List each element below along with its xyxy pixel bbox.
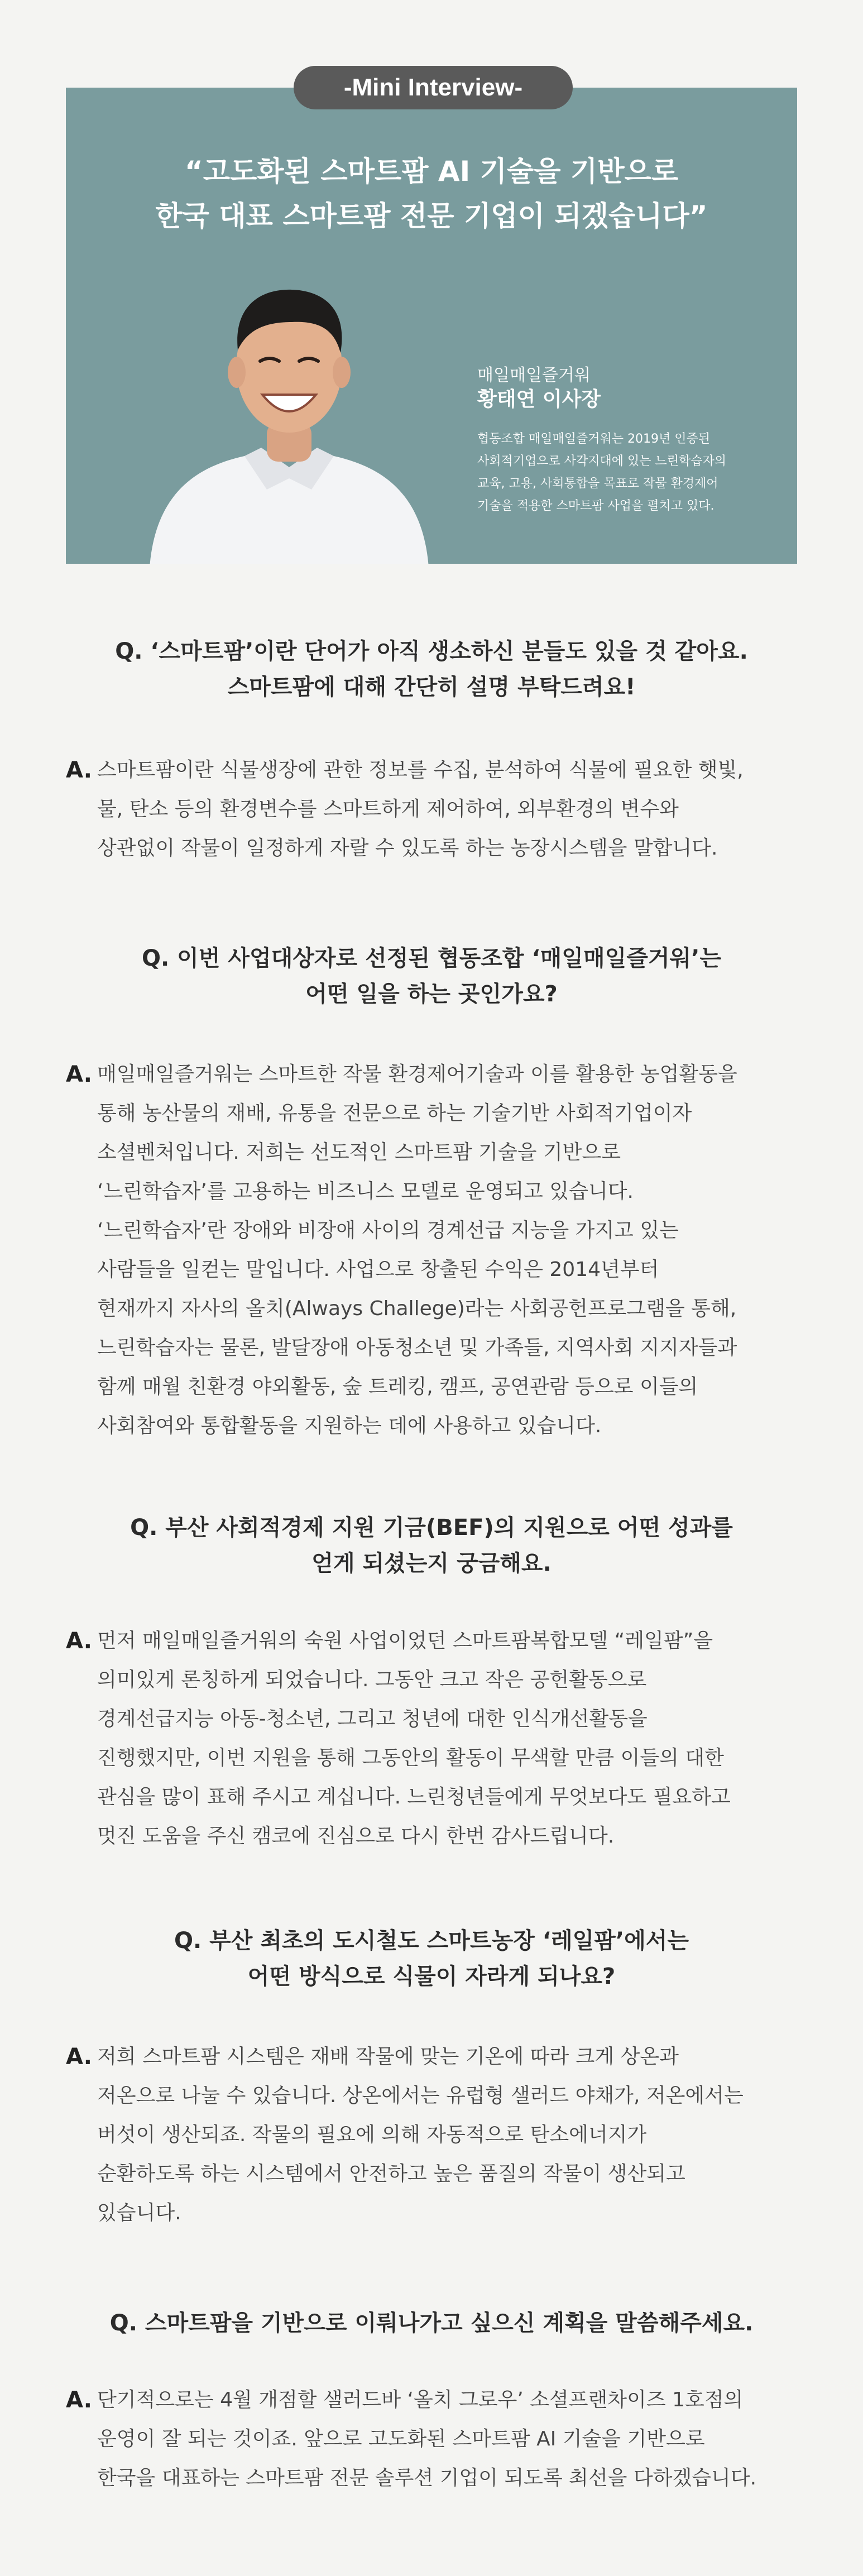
answer-line: 스마트팜이란 식물생장에 관한 정보를 수집, 분석하여 식물에 필요한 햇빛, <box>97 759 744 781</box>
answer-line: 관심을 많이 표해 주시고 계십니다. 느린청년들에게 무엇보다도 필요하고 <box>97 1786 731 1809</box>
answer-mark: A. <box>66 2044 92 2070</box>
question-line: Q. 부산 최초의 도시철도 스마트농장 ‘레일팜’에서는 <box>174 1928 689 1954</box>
question-1 <box>0 634 863 705</box>
description-line: 교육, 고용, 사회통합을 목표로 작물 환경제어 <box>477 477 718 491</box>
description-line: 기술을 적용한 스마트팜 사업을 펼치고 있다. <box>477 499 715 513</box>
answer-line: 경계선급지능 아동-청소년, 그리고 청년에 대한 인식개선활동을 <box>97 1707 648 1730</box>
interviewee-description <box>477 428 790 517</box>
answer-mark: A. <box>66 757 92 783</box>
answer-line: 느린학습자는 물론, 발달장애 아동청소년 및 가족들, 지역사회 지지자들과 <box>97 1336 737 1359</box>
answer-line: 물, 탄소 등의 환경변수를 스마트하게 제어하여, 외부환경의 변수와 <box>97 798 679 821</box>
answer-line: 통해 농산물의 재배, 유통을 전문으로 하는 기술기반 사회적기업이자 <box>97 1102 692 1125</box>
answer-mark: A. <box>66 1628 92 1654</box>
answer-line: ‘느린학습자’를 고용하는 비즈니스 모델로 운영되고 있습니다. <box>97 1180 634 1203</box>
answer-line: 현재까지 자사의 올치(Always Challege)라는 사회공헌프로그램을 통해, <box>97 1297 737 1320</box>
answer-line: 소셜벤처입니다. 저희는 선도적인 스마트팜 기술을 기반으로 <box>97 1141 621 1164</box>
question-line: 스마트팜에 대해 간단히 설명 부탁드려요! <box>227 674 636 700</box>
answer-line: 있습니다. <box>97 2201 181 2224</box>
question-2 <box>0 941 863 1012</box>
hero-quote <box>66 149 797 238</box>
interviewee-organization: 매일매일즐거워 <box>477 366 591 385</box>
answer-mark: A. <box>66 1062 92 1087</box>
answer-line: 저희 스마트팜 시스템은 재배 작물에 맞는 기온에 따라 크게 상온과 <box>97 2045 679 2068</box>
question-line: 어떤 방식으로 식물이 자라게 되나요? <box>247 1964 616 1989</box>
answer-line: 진행했지만, 이번 지원을 통해 그동안의 활동이 무색할 만큼 이들의 대한 <box>97 1747 724 1769</box>
question-line: Q. ‘스마트팜’이란 단어가 아직 생소하신 분들도 있을 것 같아요. <box>115 639 748 664</box>
hero-quote-line: 한국 대표 스마트팜 전문 기업이 되겠습니다” <box>155 200 708 232</box>
answer-3 <box>66 1622 803 1856</box>
answer-1 <box>66 751 803 868</box>
question-3 <box>0 1510 863 1581</box>
interviewee-name: 황태연 이사장 <box>477 388 601 411</box>
answer-mark: A. <box>66 2387 92 2413</box>
answer-line: 순환하도록 하는 시스템에서 안전하고 높은 품질의 작물이 생산되고 <box>97 2162 685 2185</box>
description-line: 협동조합 매일매일즐거워는 2019년 인증된 <box>477 432 711 446</box>
answer-2 <box>66 1055 803 1446</box>
question-4 <box>0 1923 863 1994</box>
answer-line: 사회참여와 통합활동을 지원하는 데에 사용하고 있습니다. <box>97 1414 602 1437</box>
question-line: Q. 이번 사업대상자로 선정된 협동조합 ‘매일매일즐거워’는 <box>142 946 721 971</box>
answer-line: 멋진 도움을 주신 캠코에 진심으로 다시 한번 감사드립니다. <box>97 1825 615 1848</box>
answer-line: 버섯이 생산되죠. 작물의 필요에 의해 자동적으로 탄소에너지가 <box>97 2123 647 2146</box>
answer-line: 함께 매월 친환경 야외활동, 숲 트레킹, 캠프, 공연관람 등으로 이들의 <box>97 1375 698 1398</box>
answer-5 <box>66 2381 803 2498</box>
answer-line: 매일매일즐거워는 스마트한 작물 환경제어기술과 이를 활용한 농업활동을 <box>97 1063 737 1086</box>
answer-line: 운영이 잘 되는 것이죠. 앞으로 고도화된 스마트팜 AI 기술을 기반으로 <box>97 2428 705 2450</box>
question-5 <box>0 2305 863 2341</box>
answer-line: ‘느린학습자’란 장애와 비장애 사이의 경계선급 지능을 가지고 있는 <box>97 1219 679 1242</box>
question-line: 얻게 되셨는지 궁금해요. <box>311 1551 552 1576</box>
answer-line: 저온으로 나눌 수 있습니다. 상온에서는 유럽형 샐러드 야채가, 저온에서는 <box>97 2084 744 2107</box>
description-line: 사회적기업으로 사각지대에 있는 느린학습자의 <box>477 454 727 468</box>
interviewee-portrait <box>133 255 445 564</box>
answer-line: 한국을 대표하는 스마트팜 전문 솔루션 기업이 되도록 최선을 다하겠습니다. <box>97 2467 757 2489</box>
answer-line: 상관없이 작물이 일정하게 자랄 수 있도록 하는 농장시스템을 말합니다. <box>97 837 718 860</box>
hero-quote-line: “고도화된 스마트팜 AI 기술을 기반으로 <box>184 155 679 188</box>
hero-banner <box>66 88 797 564</box>
answer-line: 사람들을 일컫는 말입니다. 사업으로 창출된 수익은 2014년부터 <box>97 1258 659 1281</box>
question-line: 어떤 일을 하는 곳인가요? <box>305 981 558 1007</box>
answer-line: 단기적으로는 4월 개점할 샐러드바 ‘올치 그로우’ 소셜프랜차이즈 1호점의 <box>97 2388 744 2411</box>
mini-interview-badge: -Mini Interview- <box>294 66 573 109</box>
answer-4 <box>66 2037 803 2233</box>
answer-line: 의미있게 론칭하게 되었습니다. 그동안 크고 작은 공헌활동으로 <box>97 1668 647 1691</box>
answer-line: 먼저 매일매일즐거워의 숙원 사업이었던 스마트팜복합모델 “레일팜”을 <box>97 1629 713 1652</box>
question-line: Q. 스마트팜을 기반으로 이뤄나가고 싶으신 계획을 말씀해주세요. <box>109 2310 754 2336</box>
question-line: Q. 부산 사회적경제 지원 기금(BEF)의 지원으로 어떤 성과를 <box>130 1515 733 1541</box>
